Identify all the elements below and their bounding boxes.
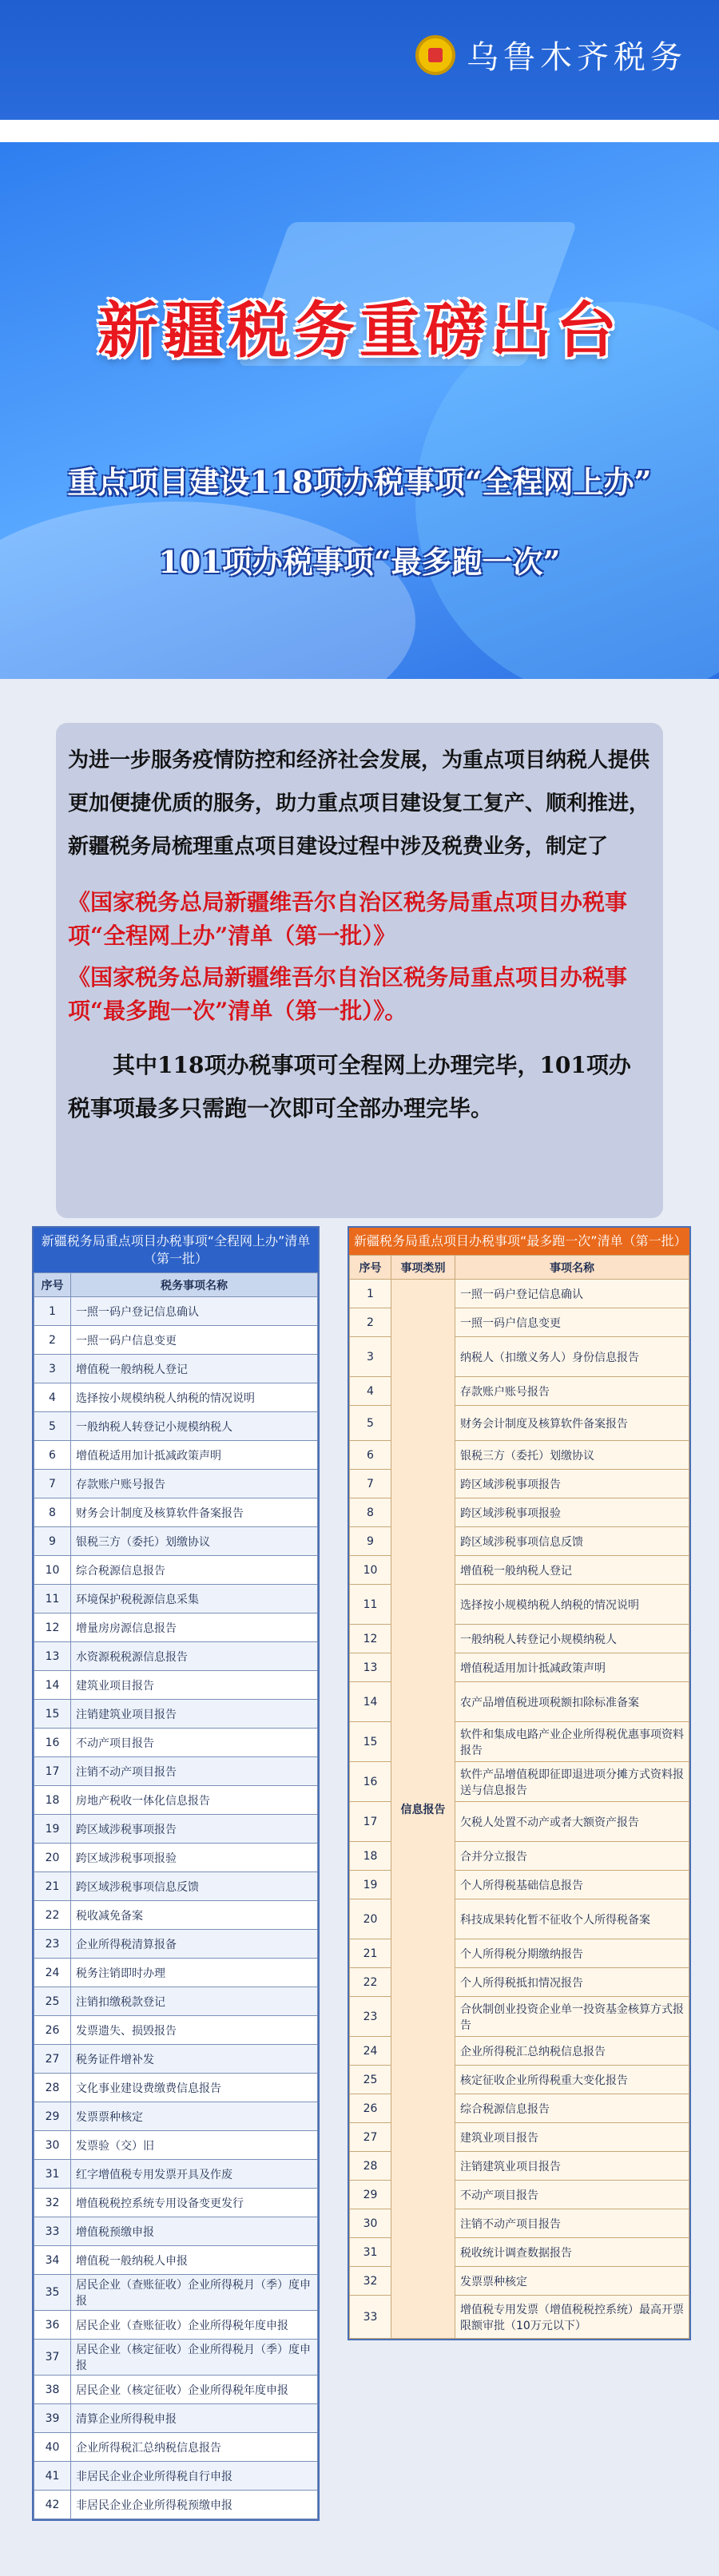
row-item: 红字增值税专用发票开具及作废 [71, 2160, 318, 2189]
row-number: 10 [34, 1556, 71, 1585]
row-number: 22 [34, 1901, 71, 1930]
row-number: 7 [350, 1470, 391, 1498]
row-item: 增值税一般纳税人登记 [71, 1355, 318, 1383]
row-item: 核定征收企业所得税重大变化报告 [455, 2066, 689, 2094]
banner-subtitle-2: 101项办税事项“最多跑一次” [158, 544, 561, 580]
row-item: 清算企业所得税申报 [71, 2404, 318, 2433]
row-item: 跨区域涉税事项信息反馈 [455, 1527, 689, 1556]
table-row [34, 2131, 318, 2160]
table-row [34, 2340, 318, 2376]
table-row [34, 1671, 318, 1700]
table-row [34, 1297, 318, 1326]
table-row [34, 1498, 318, 1527]
online-list-table [34, 1272, 318, 2519]
banner-subtitle-1: 重点项目建设118项办税事项“全程网上办” [67, 464, 652, 500]
row-number: 16 [34, 1729, 71, 1757]
row-item: 综合税源信息报告 [455, 2094, 689, 2123]
row-item: 水资源税税源信息报告 [71, 1642, 318, 1671]
row-item: 税收统计调查数据报告 [455, 2238, 689, 2267]
table-row [34, 1930, 318, 1959]
row-number: 24 [34, 1959, 71, 1987]
row-number: 20 [34, 1844, 71, 1872]
row-number: 35 [34, 2275, 71, 2311]
row-number: 6 [34, 1441, 71, 1470]
table-row [34, 2376, 318, 2404]
table-row [34, 2189, 318, 2217]
intro-paragraph: 为进一步服务疫情防控和经济社会发展，为重点项目纳税人提供更加便捷优质的服务，助力重点项目建设复工复产、顺利推进，新疆税务局梳理重点项目建设过程中涉及税费业务，制定了 [68, 748, 650, 859]
row-number: 10 [350, 1556, 391, 1585]
row-number: 4 [350, 1377, 391, 1406]
table-row [350, 1280, 689, 1308]
row-item: 增量房房源信息报告 [71, 1613, 318, 1642]
row-number: 25 [350, 2066, 391, 2094]
row-item: 一照一码户登记信息确认 [71, 1297, 318, 1326]
table-row [34, 1527, 318, 1556]
once-list-panel [348, 1226, 691, 2340]
row-number: 27 [34, 2045, 71, 2074]
row-number: 37 [34, 2340, 71, 2376]
row-number: 8 [350, 1498, 391, 1527]
row-item: 个人所得税基础信息报告 [455, 1871, 689, 1899]
row-item: 合伙制创业投资企业单一投资基金核算方式报告 [455, 1997, 689, 2037]
row-number: 19 [34, 1815, 71, 1844]
row-number: 18 [350, 1842, 391, 1871]
intro-text [68, 723, 651, 1130]
table-row [34, 1815, 318, 1844]
row-number: 34 [34, 2246, 71, 2275]
row-number: 1 [34, 1297, 71, 1326]
row-item: 不动产项目报告 [455, 2181, 689, 2209]
col-name: 事项名称 [455, 1256, 689, 1280]
row-item: 合并分立报告 [455, 1842, 689, 1871]
row-number: 31 [350, 2238, 391, 2267]
brand[interactable] [415, 32, 687, 77]
row-item: 增值税税控系统专用设备变更发行 [71, 2189, 318, 2217]
row-item: 非居民企业企业所得税预缴申报 [71, 2491, 318, 2519]
row-item: 财务会计制度及核算软件备案报告 [71, 1498, 318, 1527]
row-number: 33 [34, 2217, 71, 2246]
col-category: 事项类别 [391, 1256, 455, 1280]
row-number: 30 [350, 2209, 391, 2238]
row-number: 28 [350, 2152, 391, 2181]
row-number: 17 [34, 1757, 71, 1786]
row-number: 26 [350, 2094, 391, 2123]
table-row [34, 1700, 318, 1729]
row-item: 选择按小规模纳税人纳税的情况说明 [455, 1585, 689, 1625]
row-item: 存款账户账号报告 [455, 1377, 689, 1406]
row-item: 一般纳税人转登记小规模纳税人 [71, 1412, 318, 1441]
row-item: 注销不动产项目报告 [71, 1757, 318, 1786]
row-item: 居民企业（核定征收）企业所得税年度申报 [71, 2376, 318, 2404]
row-number: 13 [350, 1653, 391, 1682]
table-row [34, 1470, 318, 1498]
row-item: 建筑业项目报告 [71, 1671, 318, 1700]
online-list-header: 新疆税务局重点项目办税事项“全程网上办”清单（第一批） [34, 1228, 318, 1272]
row-number: 7 [34, 1470, 71, 1498]
row-number: 15 [34, 1700, 71, 1729]
row-item: 增值税适用加计抵减政策声明 [455, 1653, 689, 1682]
row-number: 26 [34, 2016, 71, 2045]
row-number: 12 [350, 1625, 391, 1653]
list-title-once: 《国家税务总局新疆维吾尔自治区税务局重点项目办税事项“最多跑一次”清单（第一批）》。 [68, 964, 628, 1024]
row-item: 不动产项目报告 [71, 1729, 318, 1757]
row-item: 居民企业（核定征收）企业所得税月（季）度申报 [71, 2340, 318, 2376]
decor-blob [0, 502, 415, 679]
row-item: 注销建筑业项目报告 [71, 1700, 318, 1729]
row-item: 企业所得税汇总纳税信息报告 [455, 2037, 689, 2066]
table-row [34, 1729, 318, 1757]
row-item: 软件和集成电路产业企业所得税优惠事项资料报告 [455, 1722, 689, 1762]
row-number: 33 [350, 2296, 391, 2339]
table-row [34, 1613, 318, 1642]
row-number: 4 [34, 1383, 71, 1412]
row-item: 增值税适用加计抵减政策声明 [71, 1441, 318, 1470]
row-item: 文化事业建设费缴费信息报告 [71, 2074, 318, 2102]
tax-emblem-icon [415, 35, 455, 75]
list-title-online: 《国家税务总局新疆维吾尔自治区税务局重点项目办税事项“全程网上办”清单（第一批）》 [68, 889, 628, 949]
row-number: 31 [34, 2160, 71, 2189]
row-item: 一照一码户登记信息确认 [455, 1280, 689, 1308]
row-number: 32 [350, 2267, 391, 2296]
table-row [34, 1844, 318, 1872]
row-number: 23 [350, 1997, 391, 2037]
row-item: 居民企业（查账征收）企业所得税月（季）度申报 [71, 2275, 318, 2311]
row-item: 个人所得税分期缴纳报告 [455, 1939, 689, 1968]
row-item: 注销建筑业项目报告 [455, 2152, 689, 2181]
row-number: 29 [350, 2181, 391, 2209]
row-item: 存款账户账号报告 [71, 1470, 318, 1498]
row-number: 27 [350, 2123, 391, 2152]
row-number: 32 [34, 2189, 71, 2217]
row-item: 企业所得税汇总纳税信息报告 [71, 2433, 318, 2462]
online-list-panel [32, 1226, 320, 2521]
row-item: 发票票种核定 [71, 2102, 318, 2131]
row-number: 39 [34, 2404, 71, 2433]
once-list-table [349, 1255, 689, 2339]
row-number: 24 [350, 2037, 391, 2066]
row-number: 15 [350, 1722, 391, 1762]
table-row [34, 2311, 318, 2340]
row-number: 21 [34, 1872, 71, 1901]
row-item: 增值税专用发票（增值税税控系统）最高开票限额审批（10万元以下） [455, 2296, 689, 2339]
table-row [34, 2462, 318, 2491]
row-number: 28 [34, 2074, 71, 2102]
row-item: 税务证件增补发 [71, 2045, 318, 2074]
row-number: 3 [34, 1355, 71, 1383]
table-row [34, 2045, 318, 2074]
row-number: 9 [350, 1527, 391, 1556]
table-row [34, 2404, 318, 2433]
row-number: 11 [350, 1585, 391, 1625]
row-number: 29 [34, 2102, 71, 2131]
divider [0, 120, 719, 142]
row-number: 38 [34, 2376, 71, 2404]
row-number: 22 [350, 1968, 391, 1997]
row-item: 注销扣缴税款登记 [71, 1987, 318, 2016]
col-no: 序号 [34, 1273, 71, 1297]
row-item: 软件产品增值税即征即退进项分摊方式资料报送与信息报告 [455, 1762, 689, 1802]
row-number: 14 [350, 1682, 391, 1722]
brand-name: 乌鲁木齐税务 [467, 39, 687, 76]
row-item: 房地产税收一体化信息报告 [71, 1786, 318, 1815]
row-item: 增值税一般纳税人登记 [455, 1556, 689, 1585]
table-row [34, 2246, 318, 2275]
table-row [34, 2217, 318, 2246]
table-row [34, 1642, 318, 1671]
row-number: 5 [350, 1406, 391, 1441]
row-number: 8 [34, 1498, 71, 1527]
table-row [34, 1901, 318, 1930]
table-row [34, 1959, 318, 1987]
row-item: 发票遗失、损毁报告 [71, 2016, 318, 2045]
row-number: 2 [34, 1326, 71, 1355]
row-number: 25 [34, 1987, 71, 2016]
row-number: 20 [350, 1899, 391, 1939]
row-number: 1 [350, 1280, 391, 1308]
row-item: 非居民企业企业所得税自行申报 [71, 2462, 318, 2491]
row-item: 跨区域涉税事项信息反馈 [71, 1872, 318, 1901]
row-number: 21 [350, 1939, 391, 1968]
header-bar [0, 0, 719, 120]
row-number: 30 [34, 2131, 71, 2160]
row-number: 6 [350, 1441, 391, 1470]
row-category: 信息报告 [391, 1280, 455, 2339]
row-number: 36 [34, 2311, 71, 2340]
table-row [34, 2102, 318, 2131]
row-number: 2 [350, 1308, 391, 1337]
row-item: 个人所得税抵扣情况报告 [455, 1968, 689, 1997]
table-row [34, 1556, 318, 1585]
row-item: 增值税预缴申报 [71, 2217, 318, 2246]
row-number: 16 [350, 1762, 391, 1802]
row-item: 跨区域涉税事项报验 [71, 1844, 318, 1872]
table-row [34, 1585, 318, 1613]
row-item: 一照一码户信息变更 [455, 1308, 689, 1337]
row-number: 19 [350, 1871, 391, 1899]
row-number: 3 [350, 1337, 391, 1377]
row-number: 14 [34, 1671, 71, 1700]
row-item: 选择按小规模纳税人纳税的情况说明 [71, 1383, 318, 1412]
row-number: 9 [34, 1527, 71, 1556]
row-item: 科技成果转化暂不征收个人所得税备案 [455, 1899, 689, 1939]
table-row [34, 2433, 318, 2462]
row-item: 跨区域涉税事项报验 [455, 1498, 689, 1527]
row-item: 增值税一般纳税人申报 [71, 2246, 318, 2275]
row-number: 42 [34, 2491, 71, 2519]
row-item: 一照一码户信息变更 [71, 1326, 318, 1355]
table-row [34, 1872, 318, 1901]
row-item: 环境保护税税源信息采集 [71, 1585, 318, 1613]
table-row [34, 2016, 318, 2045]
intro-summary: 其中118项办税事项可全程网上办理完毕，101项办税事项最多只需跑一次即可全部办理完毕。 [68, 1052, 631, 1121]
col-name: 税务事项名称 [71, 1273, 318, 1297]
row-item: 税务注销即时办理 [71, 1959, 318, 1987]
col-no: 序号 [350, 1256, 391, 1280]
row-item: 银税三方（委托）划缴协议 [455, 1441, 689, 1470]
table-row [34, 2160, 318, 2189]
row-number: 17 [350, 1802, 391, 1842]
table-row [34, 1412, 318, 1441]
row-number: 5 [34, 1412, 71, 1441]
table-row [34, 2491, 318, 2519]
row-number: 11 [34, 1585, 71, 1613]
row-item: 纳税人（扣缴义务人）身份信息报告 [455, 1337, 689, 1377]
table-row [34, 1326, 318, 1355]
hero-banner [0, 142, 719, 679]
table-row [34, 1786, 318, 1815]
row-item: 发票票种核定 [455, 2267, 689, 2296]
row-item: 欠税人处置不动产或者大额资产报告 [455, 1802, 689, 1842]
row-item: 企业所得税清算报备 [71, 1930, 318, 1959]
row-item: 注销不动产项目报告 [455, 2209, 689, 2238]
row-number: 23 [34, 1930, 71, 1959]
table-row [34, 1441, 318, 1470]
row-number: 18 [34, 1786, 71, 1815]
row-item: 一般纳税人转登记小规模纳税人 [455, 1625, 689, 1653]
table-row [34, 2275, 318, 2311]
row-number: 40 [34, 2433, 71, 2462]
row-item: 银税三方（委托）划缴协议 [71, 1527, 318, 1556]
row-item: 发票验（交）旧 [71, 2131, 318, 2160]
row-item: 农产品增值税进项税额扣除标准备案 [455, 1682, 689, 1722]
row-item: 居民企业（查账征收）企业所得税年度申报 [71, 2311, 318, 2340]
once-list-header: 新疆税务局重点项目办税事项“最多跑一次”清单（第一批） [349, 1228, 689, 1255]
row-item: 跨区域涉税事项报告 [455, 1470, 689, 1498]
table-row [34, 1757, 318, 1786]
row-item: 税收减免备案 [71, 1901, 318, 1930]
row-item: 综合税源信息报告 [71, 1556, 318, 1585]
row-number: 41 [34, 2462, 71, 2491]
table-row [34, 1355, 318, 1383]
table-row [34, 1383, 318, 1412]
banner-title: 新疆税务重磅出台 [97, 295, 622, 366]
row-number: 13 [34, 1642, 71, 1671]
table-row [34, 2074, 318, 2102]
table-row [34, 1987, 318, 2016]
row-item: 财务会计制度及核算软件备案报告 [455, 1406, 689, 1441]
row-number: 12 [34, 1613, 71, 1642]
row-item: 建筑业项目报告 [455, 2123, 689, 2152]
row-item: 跨区域涉税事项报告 [71, 1815, 318, 1844]
